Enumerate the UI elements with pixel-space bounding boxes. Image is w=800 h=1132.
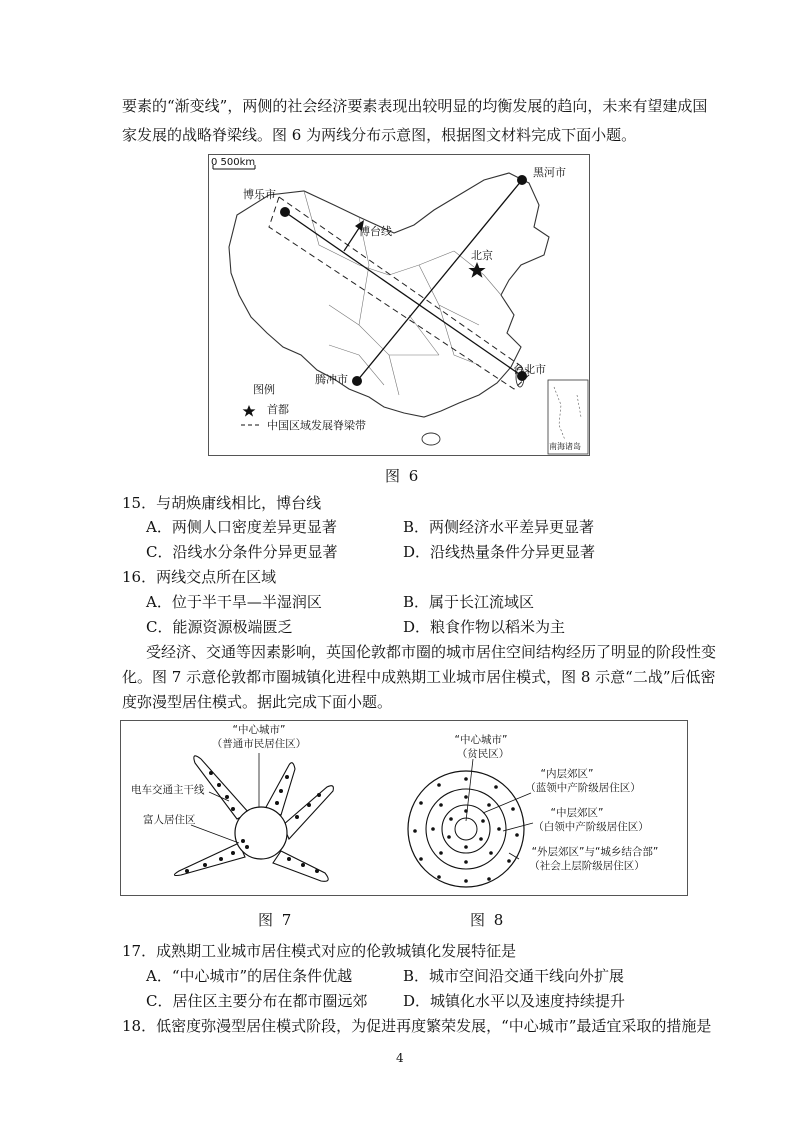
inset-label: 南海诸岛	[549, 442, 581, 451]
central-city-circle	[235, 807, 287, 859]
development-ridge-band	[269, 197, 531, 389]
figure-6-caption: 图 6	[385, 467, 421, 485]
tengchong-label: 腾冲市	[315, 373, 348, 386]
fig7-rich-label: 富人居住区	[143, 814, 196, 826]
figure-7-caption: 图 7	[258, 911, 294, 929]
fig8-middle-sub-label: （白领中产阶级居住区）	[533, 821, 649, 833]
arm-upper-right	[265, 763, 295, 815]
q16-option-b[interactable]: B．属于长江流域区	[403, 593, 535, 611]
figures-7-8-panel	[120, 720, 688, 896]
beijing-label: 北京	[471, 249, 493, 262]
fig8-center-sub-label: （贫民区）	[456, 748, 510, 760]
legend-ridge-label: 中国区域发展脊梁带	[267, 419, 366, 432]
bole-city-dot	[280, 207, 290, 217]
figure-8-graphic	[408, 733, 658, 887]
botai-line-label: 博台线	[359, 225, 392, 238]
q17-stem: 17．成熟期工业城市居住模式对应的伦敦城镇化发展特征是	[122, 942, 517, 960]
hainan-outline	[422, 433, 440, 445]
q15-option-c[interactable]: C．沿线水分条件分异更显著	[146, 543, 338, 561]
heihe-city-dot	[517, 175, 527, 185]
heihe-label: 黑河市	[533, 166, 566, 179]
hu-line	[357, 180, 522, 381]
botai-line	[285, 212, 522, 376]
fig8-middle-label: “中层郊区”	[550, 807, 604, 819]
legend-star-icon	[243, 405, 256, 417]
residential-models-graphic	[121, 721, 687, 895]
para2-line-3: 度弥漫型居住模式。据此完成下面小题。	[122, 693, 393, 711]
fig8-inner-label: “内层郊区”	[540, 768, 594, 780]
central-city-ring	[455, 818, 477, 840]
figure-7-graphic	[131, 723, 333, 881]
fig7-center-sub-label: （普通市民居住区）	[211, 738, 307, 750]
map-scale-label: 0 500km	[211, 157, 256, 168]
q16-stem: 16．两线交点所在区域	[122, 568, 277, 586]
figure-6-map	[208, 154, 590, 456]
q17-option-a[interactable]: A．“中心城市”的居住条件优越	[146, 967, 353, 985]
intro-line-1: 要素的“渐变线”，两侧的社会经济要素表现出较明显的均衡发展的趋向，未来有望建成国	[122, 97, 708, 115]
fig8-outer-sub-label: （社会上层阶级居住区）	[529, 860, 645, 872]
q15-option-a[interactable]: A．两侧人口密度差异更显著	[146, 518, 337, 536]
q15-option-b[interactable]: B．两侧经济水平差异更显著	[403, 518, 595, 536]
q15-option-d[interactable]: D．沿线热量条件分异更显著	[403, 543, 596, 561]
legend-title: 图例	[253, 383, 275, 396]
legend-capital-label: 首都	[267, 403, 289, 416]
page-number: 4	[396, 1051, 404, 1065]
q16-option-c[interactable]: C．能源资源极端匮乏	[146, 618, 293, 636]
tengchong-city-dot	[352, 376, 362, 386]
intro-line-2: 家发展的战略脊梁线。图 6 为两线分布示意图，根据图文材料完成下面小题。	[122, 126, 637, 144]
figure-8-caption: 图 8	[470, 911, 506, 929]
q17-option-d[interactable]: D．城镇化水平以及速度持续提升	[403, 992, 626, 1010]
q16-option-a[interactable]: A．位于半干旱—半湿润区	[146, 593, 322, 611]
fig8-center-label: “中心城市”	[454, 734, 508, 746]
para2-line-1: 受经济、交通等因素影响，英国伦敦都市圈的城市居住空间结构经历了明显的阶段性变	[146, 643, 717, 661]
para2-line-2: 化。图 7 示意伦敦都市圈城镇化进程中成熟期工业城市居住模式，图 8 示意“二战”后低密	[122, 668, 716, 686]
q17-option-c[interactable]: C．居住区主要分布在都市圈远郊	[146, 992, 368, 1010]
arm-lower-right	[273, 851, 328, 881]
q15-stem: 15．与胡焕庸线相比，博台线	[122, 494, 322, 512]
q16-option-d[interactable]: D．粮食作物以稻米为主	[403, 618, 566, 636]
fig8-inner-sub-label: （蓝领中产阶级居住区）	[525, 782, 641, 794]
q17-option-b[interactable]: B．城市空间沿交通干线向外扩展	[403, 967, 625, 985]
fig7-tram-label: 电车交通主干线	[131, 784, 205, 796]
bole-label: 博乐市	[243, 188, 276, 201]
q18-stem: 18．低密度弥漫型居住模式阶段，为促进再度繁荣发展，“中心城市”最适宜采取的措施是	[122, 1017, 712, 1035]
fig8-outer-label: “外层郊区”与“城乡结合部”	[531, 846, 659, 858]
fig7-center-label: “中心城市”	[232, 724, 286, 736]
taibei-label: 台北市	[513, 363, 546, 376]
arm-right	[283, 786, 333, 839]
